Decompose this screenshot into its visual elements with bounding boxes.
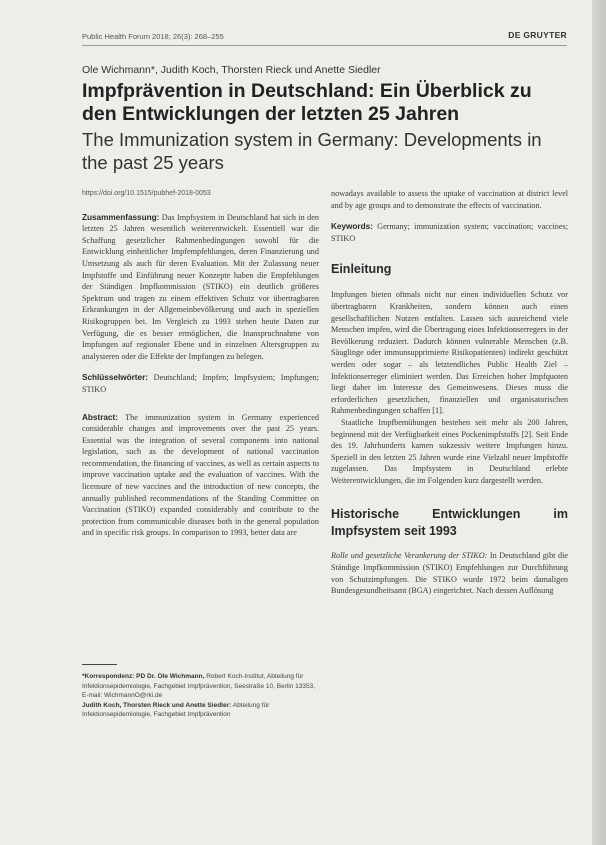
zusammenfassung-text: Das Impfsystem in Deutschland hat sich in den letzten 25 Jahren wesentlich weiterentwickelt. Essentiell war die Schaffung gesetzlicher Rahmenbedingungen sowohl für die Entwicklung einheitlicher Impfempfehlungen, deren Finanzierung und Umsetzung als auch für deren Evaluation. Mit der Zulassung neuer Impfstoffe und Einführung neuer Konzepte haben die Empfehlungen der Ständigen Impfkommission (STIKO) ein deutlich größeres Spektrum und tragen zu einem effektiven Schutz vor übertragbaren Erkrankungen in der Allgemeinbevölkerung und auch in speziellen Risikogruppen bei. Im Vergleich zu 1993 stehen heute Daten zur Verfügung, die es besser ermöglichen, die Inanspruchnahme von Impfungen auf regionaler Ebene und in einzelnen Altersgruppen zu analysieren oder die Effekte der Impfungen zu belegen. [82, 212, 319, 361]
schluesselwoerter-text: Deutschland; Impfen; Impfsystem; Impfungen; STIKO [82, 373, 319, 394]
left-column [82, 188, 319, 549]
schluesselwoerter-paragraph [82, 372, 319, 395]
header-rule [82, 45, 567, 46]
abstract-continued: nowadays available to assess the uptake of vaccination at district level and by age groups and to demonstrate the effects of vaccination. [331, 189, 568, 210]
schluesselwoerter-label: Schlüsselwörter: [82, 373, 148, 383]
einleitung-paragraph-2: Staatliche Impfbemühungen bestehen seit mehr als 200 Jahren, beginnend mit der Verfügbarkeit eines Pockenimpfstoffs [2]. Seit Ende des 19. Jahrhunderts kamen sukzessiv weitere Impfungen hinzu. Speziell in den letzten 25 Jahren wurde eine Vielzahl neuer Impfstoffe zugelassen. Das Impfsystem in Deutschland erlebte Weiterentwicklungen, die im Folgenden kurz dargestellt werden. [331, 417, 568, 485]
author-list: Ole Wichmann*, Judith Koch, Thorsten Rieck und Anette Siedler [82, 64, 381, 76]
einleitung-paragraph-1: Impfungen bieten oftmals nicht nur einen individuellen Schutz vor übertragbaren Krankheiten, sondern können auch einen gesellschaftlichen Nutzen entfalten. Lassen sich ausreichend viele Menschen impfen, wird die Übertragung eines Infektionserregers in der Bevölkerung reduziert. Dadurch können vulnerable Menschen (z.B. Säuglinge oder immunsupprimierte Risikopatienten) indirekt geschützt werden oder sogar – als letztendliches Public Health Ziel – Infektionserreger eliminiert werden. Das Erreichen hoher Impfquoten liegt daher im Interesse des Gemeinwesens. Dieses muss die erforderlichen gesetzlichen, finanziellen und organisatorischen Rahmenbedingungen schaffen [1]. [331, 290, 568, 416]
abstract-text: The immunization system in Germany experienced considerable changes and improvements over the past 25 years. Essential was the integration of several components into national legislation, such as the development of national vaccination recommendation, the financing of vaccines, as well as certain aspects to improve vaccination uptake and the evaluation of vaccines. With the licensure of new vaccines and the introduction of new concepts, the annually published recommendations of the Standing Committee on Vaccination (STIKO) expanded considerably and contribute to the protection from communicable diseases both in the general population and in specific risk groups. In comparison to 1993, better data are [82, 412, 319, 538]
page-edge-shadow [592, 0, 606, 845]
journal-citation: Public Health Forum 2018; 26(3): 268–255 [82, 32, 224, 41]
section-heading-historische-entwicklungen: Historische Entwicklungen im Impfsystem seit 1993 [331, 507, 568, 539]
corresponding-author-address: Robert Koch-Institut, Abteilung für Infektionsepidemiologie, Fachgebiet Impfprävention, Seestraße 10, Berlin 13353, E-mail: WichmannO@rki.de [82, 673, 316, 700]
abstract-paragraph [82, 412, 319, 540]
historische-paragraph [331, 550, 568, 596]
coauthors-affiliation: Abteilung für Infektionsepidemiologie, Fachgebiet Impfprävention [82, 701, 270, 719]
footnote [82, 672, 319, 720]
coauthors-label: Judith Koch, Thorsten Rieck und Anette Siedler: [82, 701, 232, 709]
doi-link[interactable]: https://doi.org/10.1515/pubhef-2018-0053 [82, 190, 211, 197]
footnote-rule [82, 664, 117, 665]
zusammenfassung-paragraph [82, 212, 319, 363]
title-german: Impfprävention in Deutschland: Ein Überblick zu den Entwicklungen der letzten 25 Jahren [82, 80, 532, 125]
keywords-label: Keywords: [331, 222, 373, 232]
zusammenfassung-label: Zusammenfassung: [82, 212, 160, 222]
publisher-logo: DE GRUYTER [508, 30, 567, 40]
runin-heading-stiko: Rolle und gesetzliche Verankerung der STIKO: [331, 551, 488, 561]
corresponding-author-label: *Korrespondenz: PD Dr. Ole Wichmann, [82, 673, 205, 680]
keywords-text: Germany; immunization system; vaccination; vaccines; STIKO [331, 222, 568, 243]
section-heading-einleitung: Einleitung [331, 262, 392, 277]
keywords-paragraph [331, 221, 568, 244]
right-column [331, 188, 568, 597]
historische-text: In Deutschland gibt die Ständige Impfkommission (STIKO) Empfehlungen zur Durchführung von Schutzimpfungen. Die STIKO wurde 1972 beim damaligen Bundesgesundheitsamt (BGA) eingerichtet. Nach dessen Auflösung [331, 551, 568, 596]
running-head [82, 30, 567, 44]
title-english: The Immunization system in Germany: Developments in the past 25 years [82, 129, 542, 173]
abstract-label: Abstract: [82, 412, 118, 422]
